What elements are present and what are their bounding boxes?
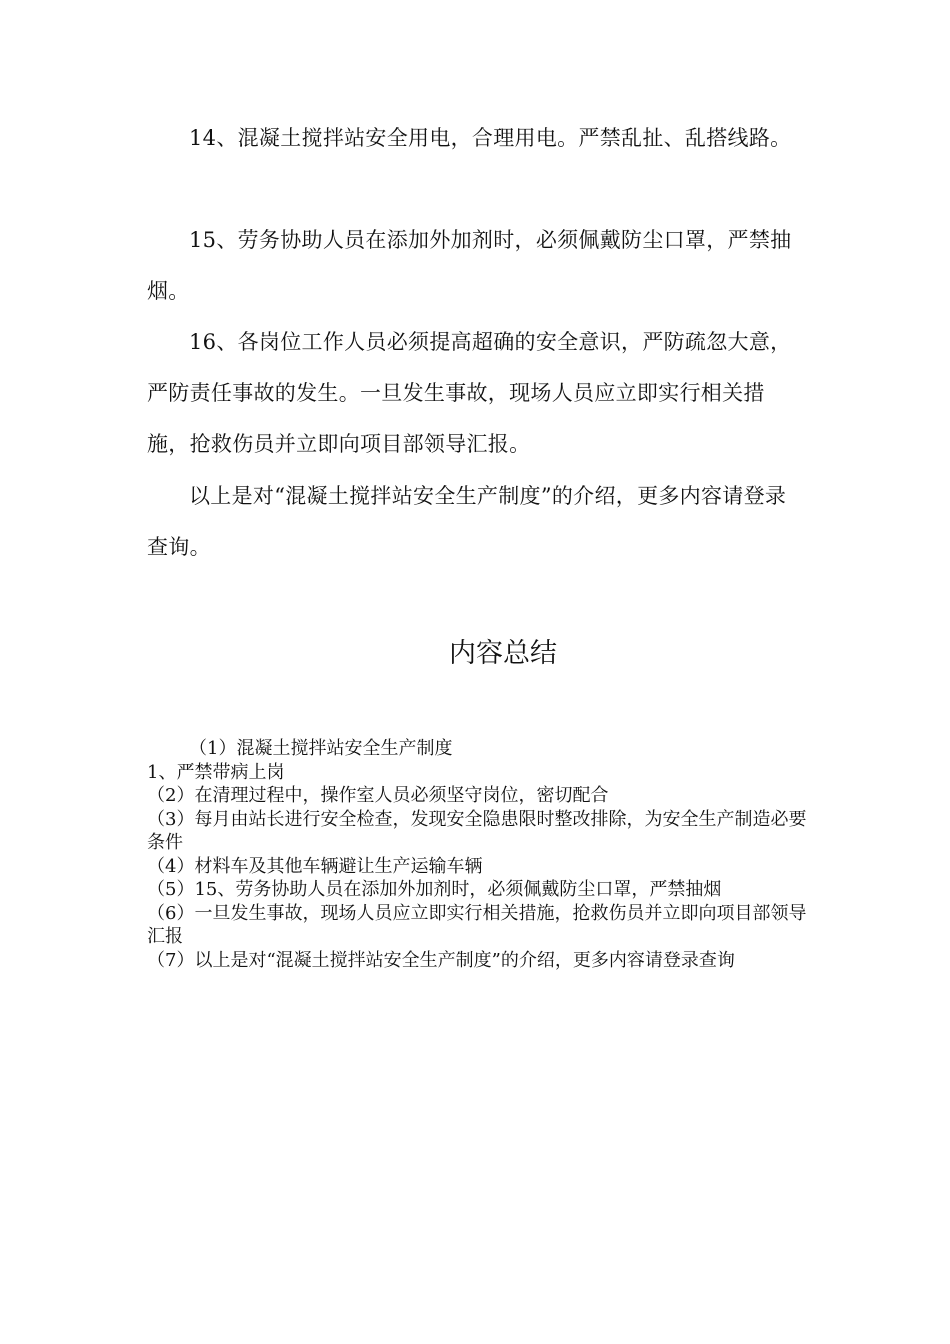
paragraph-15: 15、劳务协助人员在添加外加剂时，必须佩戴防尘口罩，严禁抽烟。 [147,228,792,303]
summary-item: 1、严禁带病上岗 [147,761,285,783]
summary-item: （5）15、劳务协助人员在添加外加剂时，必须佩戴防尘口罩，严禁抽烟 [147,879,722,900]
summary-item: （3）每月由站长进行安全检查，发现安全隐患限时整改排除，为安全生产制造必要条件 [147,808,807,853]
summary-item: （6）一旦发生事故，现场人员应立即实行相关措施，抢救伤员并立即向项目部领导汇报 [147,902,807,947]
summary-item: （1）混凝土搅拌站安全生产制度 [189,738,453,759]
summary-item: （4）材料车及其他车辆避让生产运输车辆 [147,855,483,877]
summary-list [147,737,807,972]
summary-item: （2）在清理过程中，操作室人员必须坚守岗位，密切配合 [147,785,609,806]
paragraph-16: 16、各岗位工作人员必须提高超确的安全意识，严防疏忽大意，严防责任事故的发生。一旦发生事故，现场人员应立即实行相关措施，抢救伤员并立即向项目部领导汇报。 [147,330,792,456]
summary-title: 内容总结 [449,638,557,669]
paragraph-14: 14、混凝土搅拌站安全用电，合理用电。严禁乱扯、乱搭线路。 [189,126,792,150]
summary-item: （7）以上是对“混凝土搅拌站安全生产制度”的介绍，更多内容请登录查询 [147,949,735,971]
closing-paragraph: 以上是对“混凝土搅拌站安全生产制度”的介绍，更多内容请登录查询。 [147,484,787,559]
